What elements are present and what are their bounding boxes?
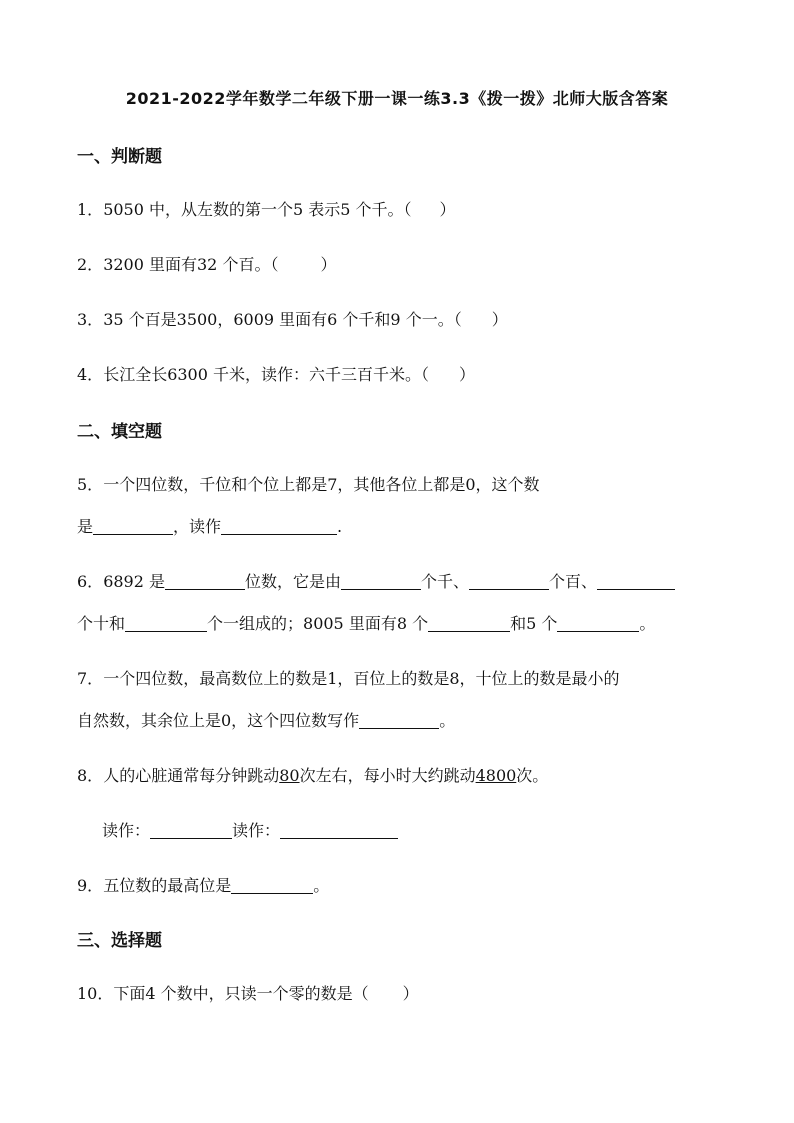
- question-4-text: 长江全长6300 千米，读作：六千三百千米。（: [103, 365, 429, 384]
- blank-field[interactable]: [231, 877, 313, 894]
- close-paren: ）: [320, 255, 337, 274]
- question-2-number: 2．: [77, 255, 104, 274]
- blank-field[interactable]: [150, 822, 232, 839]
- text: 次。: [516, 766, 549, 785]
- question-10-number: 10．: [77, 984, 114, 1003]
- blank-field[interactable]: [125, 615, 207, 632]
- text: 。: [313, 876, 330, 895]
- underlined-number: 80: [279, 766, 300, 785]
- close-paren: ）: [491, 310, 508, 329]
- blank-field[interactable]: [221, 518, 337, 535]
- text: 。: [439, 711, 456, 730]
- question-8-number: 8．: [77, 766, 104, 785]
- text: 次左右，每小时大约跳动: [299, 766, 476, 785]
- blank-field[interactable]: [93, 518, 173, 535]
- question-1-number: 1．: [77, 200, 104, 219]
- section-fill-heading: 二、填空题: [77, 422, 162, 442]
- question-1-text: 5050 中，从左数的第一个5 表示5 个千。（: [103, 200, 412, 219]
- text: 个千、: [421, 572, 470, 591]
- question-9-number: 9．: [77, 876, 104, 895]
- question-2: [77, 252, 336, 275]
- question-1: [77, 197, 456, 220]
- text: 个百、: [549, 572, 598, 591]
- blank-field[interactable]: [280, 822, 398, 839]
- question-4: [77, 362, 475, 385]
- question-9-text: 五位数的最高位是: [103, 876, 232, 895]
- underlined-number: 4800: [475, 766, 517, 785]
- question-4-number: 4．: [77, 365, 104, 384]
- question-6-line-1: [77, 569, 675, 592]
- question-5-line-2: [77, 514, 342, 537]
- question-7-line-1: [77, 666, 620, 689]
- text: 读作：: [102, 821, 151, 840]
- question-3: [77, 307, 508, 330]
- question-7-line-2: [77, 708, 455, 731]
- text: .: [337, 517, 343, 536]
- close-paren: ）: [439, 200, 456, 219]
- section-choice-heading: 三、选择题: [77, 931, 162, 951]
- blank-field[interactable]: [597, 573, 675, 590]
- close-paren: ）: [459, 365, 476, 384]
- text: 人的心脏通常每分钟跳动: [103, 766, 280, 785]
- close-paren: ）: [402, 984, 419, 1003]
- question-5-line-1: [77, 472, 540, 495]
- blank-field[interactable]: [557, 615, 639, 632]
- text: 6892 是: [103, 572, 165, 591]
- text: 个十和: [77, 614, 126, 633]
- question-7-number: 7．: [77, 669, 104, 688]
- text: 是: [77, 517, 94, 536]
- text: 和5 个: [510, 614, 558, 633]
- text: ，读作: [173, 517, 222, 536]
- blank-field[interactable]: [359, 712, 439, 729]
- text: 位数，它是由: [245, 572, 342, 591]
- question-6-number: 6．: [77, 572, 104, 591]
- blank-field[interactable]: [341, 573, 421, 590]
- page-title: 2021-2022学年数学二年级下册一课一练3.3《拨一拨》北师大版含答案: [125, 89, 669, 108]
- text: 个一组成的；8005 里面有8 个: [207, 614, 429, 633]
- blank-field[interactable]: [428, 615, 510, 632]
- question-2-text: 3200 里面有32 个百。（: [103, 255, 279, 274]
- question-10: [77, 981, 419, 1004]
- text: 读作：: [232, 821, 281, 840]
- question-8-line-2: [102, 818, 398, 841]
- question-3-text: 35 个百是3500，6009 里面有6 个千和9 个一。（: [103, 310, 462, 329]
- text: 自然数，其余位上是0，这个四位数写作: [77, 711, 360, 730]
- question-3-number: 3．: [77, 310, 104, 329]
- question-10-text: 下面4 个数中，只读一个零的数是（: [113, 984, 369, 1003]
- question-8-line-1: [77, 763, 548, 786]
- blank-field[interactable]: [165, 573, 245, 590]
- question-6-line-2: [77, 611, 655, 634]
- blank-field[interactable]: [469, 573, 549, 590]
- question-5-number: 5．: [77, 475, 104, 494]
- text: 。: [639, 614, 656, 633]
- question-5-text: 一个四位数，千位和个位上都是7，其他各位上都是0，这个数: [103, 475, 540, 494]
- section-judgement-heading: 一、判断题: [77, 147, 162, 167]
- question-9: [77, 873, 329, 896]
- question-7-text: 一个四位数，最高数位上的数是1，百位上的数是8，十位上的数是最小的: [103, 669, 620, 688]
